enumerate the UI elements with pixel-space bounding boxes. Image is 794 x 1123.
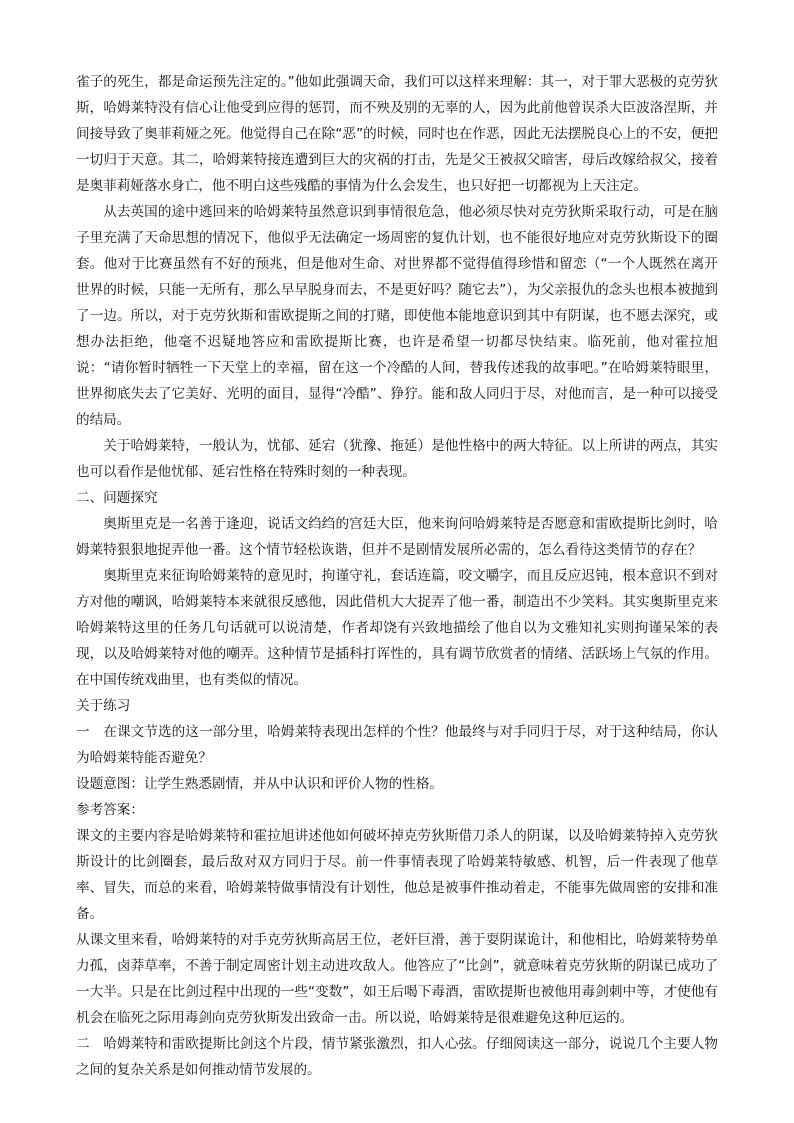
paragraph-osric-question: 奥斯里克是一名善于逢迎，说话文绉绉的宫廷大臣，他来询问哈姆莱特是否愿意和雷欧提斯比剑时，哈姆莱特狠狠地捉弄他一番。这个情节轻松诙谐，但并不是剧情发展所必需的，怎么看待这类情节的存在？ bbox=[76, 516, 718, 558]
paragraph-character-traits: 关于哈姆莱特，一般认为，忧郁、延宕（犹豫、拖延）是他性格中的两大特征。以上所讲的两点，其实也可以看作是他忧郁、延宕性格在特殊时刻的一种表现。 bbox=[76, 438, 718, 480]
exercise-one-intent: 设题意图：让学生熟悉剧情，并从中认识和评价人物的性格。 bbox=[76, 776, 444, 792]
paragraph-osric-answer: 奥斯里克来征询哈姆莱特的意见时，拘谨守礼，套话连篇，咬文嚼字，而且反应迟钝，根本意识不到对方对他的嘲讽，哈姆莱特本来就很反感他，因此借机大大捉弄了他一番，制造出不少笑料。其实奥斯里克来哈姆莱特这里的任务几句话就可以说清楚，作者却饶有兴致地描绘了他自以为文雅知礼实则拘谨呆笨的表现，以及哈姆莱特对他的嘲弄。这种情节是插科打诨性的，具有调节欣赏者的情绪、活跃场上气氛的作用。在中国传统戏曲里，也有类似的情况。 bbox=[76, 568, 718, 688]
document-body bbox=[76, 69, 718, 1083]
reference-answer-part-two: 从课文里来看，哈姆莱特的对手克劳狄斯高居王位，老奸巨滑，善于耍阴谋诡计，和他相比，哈姆莱特势单力孤，卤莽草率，不善于制定周密计划主动进攻敌人。他答应了“比剑”，就意味着克劳狄斯的阴谋已成功了一大半。只是在比剑过程中出现的一些“变数”，如王后喝下毒酒，雷欧提斯也被他用毒剑刺中等，才使他有机会在临死之际用毒剑向克劳狄斯发出致命一击。所以说，哈姆莱特是很难避免这种厄运的。 bbox=[76, 932, 718, 1026]
paragraph-heaven-fate: 雀子的死生，都是命运预先注定的。”他如此强调天命，我们可以这样来理解：其一，对于罪大恶极的克劳狄斯，哈姆莱特没有信心让他受到应得的惩罚，而不殃及别的无辜的人，因为此前他曾误杀大臣波洛涅斯，并间接导致了奥菲莉娅之死。他觉得自己在除“恶”的时候，同时也在作恶，因此无法摆脱良心上的不安，便把一切归于天意。其二，哈姆莱特接连遭到巨大的灾祸的打击，先是父王被叔父暗害，母后改嫁给叔父，接着是奥菲莉娅落水身亡，他不明白这些残酷的事情为什么会发生，也只好把一切都视为上天注定。 bbox=[76, 74, 718, 194]
exercise-one-question: 一 在课文节选的这一部分里，哈姆莱特表现出怎样的个性？他最终与对手同归于尽，对于这种结局，你认为哈姆莱特能否避免？ bbox=[76, 724, 718, 766]
section-heading-exercises: 关于练习 bbox=[76, 698, 131, 714]
exercise-two-question: 二 哈姆莱特和雷欧提斯比剑这个片段，情节紧张激烈，扣人心弦。仔细阅读这一部分，说说几个主要人物之间的复杂关系是如何推动情节发展的。 bbox=[76, 1036, 718, 1078]
reference-answer-part-one: 课文的主要内容是哈姆莱特和霍拉旭讲述他如何破坏掉克劳狄斯借刀杀人的阴谋，以及哈姆莱特掉入克劳狄斯设计的比剑圈套，最后敌对双方同归于尽。前一件事情表现了哈姆莱特敏感、机智，后一件表现了他草率、冒失，而总的来看，哈姆莱特做事情没有计划性，他总是被事件推动着走，不能事先做周密的安排和准备。 bbox=[76, 828, 718, 922]
section-heading-inquiry: 二、问题探究 bbox=[76, 490, 158, 506]
reference-answer-label: 参考答案： bbox=[76, 802, 144, 818]
paragraph-return-from-england: 从去英国的途中逃回来的哈姆莱特虽然意识到事情很危急，他必须尽快对克劳狄斯采取行动，可是在脑子里充满了天命思想的情况下，他似乎无法确定一场周密的复仇计划，也不能很好地应对克劳狄斯设下的圈套。他对于比赛虽然有不好的预兆，但是他对生命、对世界都不觉得值得珍惜和留恋（“一个人既然在离开世界的时候，只能一无所有，那么早早脱身而去，不是更好吗？随它去”），为父亲报仇的念头也根本被抛到了一边。所以，对于克劳狄斯和雷欧提斯之间的打赌，即使他本能地意识到其中有阴谋，也不愿去深究，或想办法拒绝，他毫不迟疑地答应和雷欧提斯比赛，也许是希望一切都尽快结束。临死前，他对霍拉旭说：“请你暂时牺牲一下天堂上的幸福，留在这一个冷酷的人间，替我传述我的故事吧。”在哈姆莱特眼里，世界彻底失去了它美好、光明的面目，显得“冷酷”、狰狞。能和敌人同归于尽，对他而言，是一种可以接受的结局。 bbox=[76, 204, 718, 428]
